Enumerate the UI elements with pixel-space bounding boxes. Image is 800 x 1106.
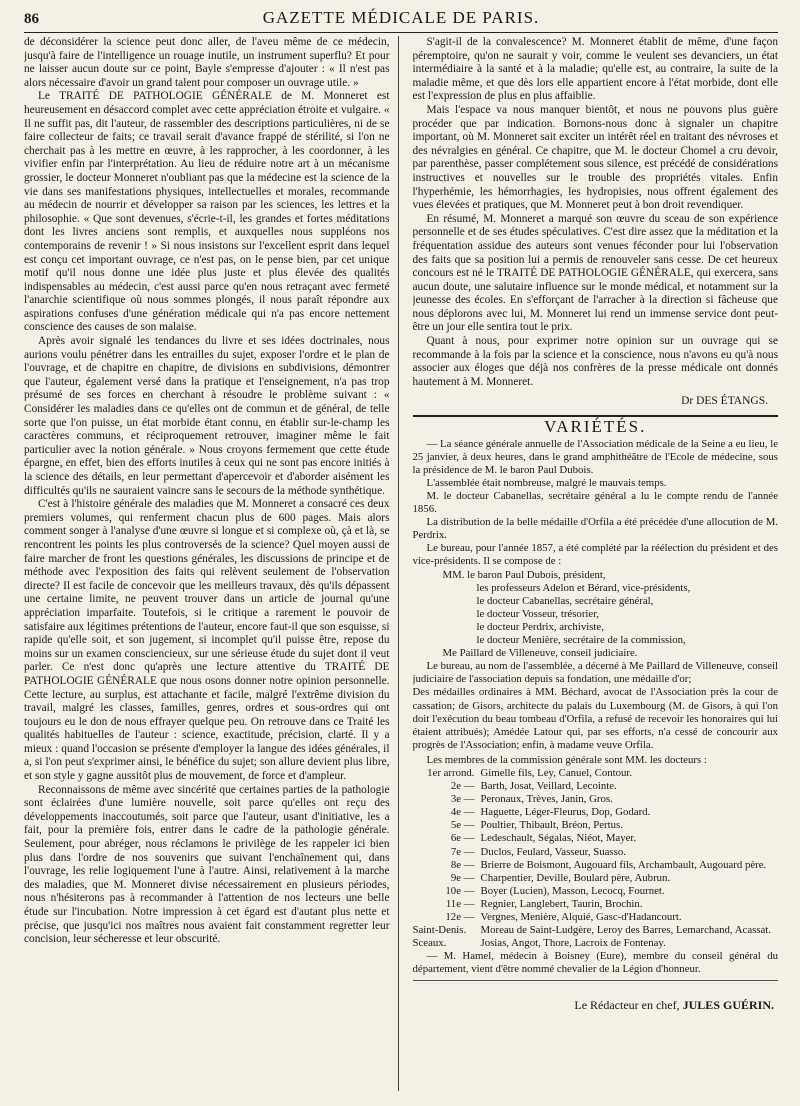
- right-column: [413, 36, 779, 1091]
- table-row: [413, 793, 779, 806]
- varietes-section: [413, 438, 779, 982]
- officer-line: le docteur Vosseur, trésorier,: [476, 607, 600, 620]
- header-rule: [24, 32, 778, 33]
- arrondissement-names: Duclos, Feulard, Vasseur, Suasso.: [480, 845, 626, 858]
- arrondissement-label: 12e —: [445, 911, 475, 923]
- table-row: [413, 924, 779, 937]
- table-row: [413, 911, 779, 924]
- closing-rule: [413, 980, 779, 981]
- table-row: [413, 937, 779, 950]
- arrondissement-names: Barth, Josat, Veillard, Lecointe.: [480, 780, 617, 793]
- arrondissement-label: 6e —: [450, 832, 475, 845]
- members-intro: Les membres de la commission générale sont MM. les docteurs :: [426, 753, 707, 766]
- left-paragraph-4: C'est à l'histoire générale des maladies que M. Monneret a consacré ces deux premiers volumes, qui renferment chacun plus de 600 pages. Mais alors comment songer à l'analyse d'une œuvre si longue et si complexe où, çà et là, se rencontrent les points les plus controversés de la science? Quel moyen aussi de faire marcher de front les questions générales, les discussions de principe et de méthode avec l'exposition des faits qui relèvent seulement de l'observation directe? Il est facile de concevoir que les meilleurs travaux, dès qu'ils dépassent une certaine limite, ne peuvent trouver dans un article de journal qu'une appréciation imparfaite. Toutefois, si le critique a rarement le pouvoir de satisfaire aux légitimes prétentions de l'auteur, encore faut-il que son esquisse, si rapide qu'elle soit, et son jugement, si incomplet qu'il puisse être, repose du moins sur un examen consciencieux, sur une sérieuse étude du sujet dont il veut parler. Ce n'est donc qu'après une lecture attentive du TRAITÉ DE PATHOLOGIE GÉNÉRALE que nous osons donner notre opinion personnelle. Cette lecture, au surplus, est attachante et facile, malgré l'extrême division du travail, malgré les classes, familles, genres, ordres et sous-ordres qui ont toujours eu le don de nous effrayer quelque peu. On retrouve dans ce Traité les qualités habituelles de l'auteur : science, exactitude, précision, clarté. Il y a mieux : quand l'occasion se présente d'employer la langue des idées générales, il a, si l'on peut s'exprimer ainsi, le bénéfice du sujet; son allure devient plus libre, et son style y gagne aussitôt plus de mouvement, de force et d'ampleur.: [24, 498, 390, 783]
- arrondissement-names: Moreau de Saint-Ludgère, Leroy des Barres, Lemarchand, Acassat.: [480, 924, 772, 937]
- left-column: [24, 36, 399, 1091]
- table-row: [413, 819, 779, 832]
- award-paragraph-2: Des médailles ordinaires à MM. Béchard, avocat de l'Association près la cour de cassation; de Gisors, architecte du palais du Luxembourg (M. de Gisors, à qui l'on doit l'exécution du beau tombeau d'Orfila, a refusé de recevoir les honoraires qui lui étaient attribués); Amédée Latour qui, par ses efforts, n'a cessé de concourir aux progrès de l'Association; enfin, à madame veuve Orfila.: [412, 686, 778, 751]
- arrondissement-names: Gimelle fils, Ley, Canuel, Contour.: [480, 766, 633, 779]
- table-row: [413, 780, 779, 793]
- table-row: [413, 859, 779, 872]
- officer-line: Me Paillard de Villeneuve, conseil judiciaire.: [442, 647, 638, 660]
- table-row: [413, 806, 779, 819]
- varietes-paragraph-1: — La séance générale annuelle de l'Association médicale de la Seine a eu lieu, le 25 janvier, à deux heures, dans le grand amphithéâtre de l'Ecole de médecine, sous la présidence de M. le baron Paul Dubois.: [412, 437, 778, 476]
- right-paragraph-4: Quant à nous, pour exprimer notre opinion sur un ouvrage qui se recommande à la fois par la science et la conscience, nous n'avons eu qu'à nous associer aux éloges que déjà nos confrères de la presse médicale ont donnés hautement à M. Monneret.: [412, 335, 778, 388]
- article-signature: Dr DES ÉTANGS.: [681, 395, 768, 408]
- arrondissement-label: 9e —: [450, 871, 475, 884]
- arrondissement-label: 8e —: [450, 858, 475, 871]
- arrondissement-label: Saint-Denis.: [412, 924, 467, 937]
- varietes-title: VARIÉTÉS.: [544, 417, 647, 437]
- arrondissement-names: Regnier, Langlebert, Taurin, Brochin.: [480, 897, 643, 910]
- arrondissement-names: Josias, Angot, Thore, Lacroix de Fontenay.: [480, 937, 666, 950]
- left-paragraph-5: Reconnaissons de même avec sincérité que certaines parties de la pathologie sont éclairées d'une lumière nouvelle, soit parce qu'elles ont reçu des développements inaccoutumés, soit parce que l'auteur, usant d'initiative, les a fait, pour la première fois, entrer dans le cadre de la pathologie générale. Seulement, pour abréger, nous réclamons le privilège de les rappeler ici bien plus dans l'ordre de nos souvenirs que suivant l'enchaînement qui, dans l'ouvrage, les relie logiquement l'une à l'autre. Ainsi, relativement à la marche des maladies, que M. Monneret divise nécessairement en plusieurs périodes, nous n'hésiterons pas à recommander à l'attention de nos lecteurs une belle étude sur l'incubation. Notre impression à cet égard est d'autant plus nette et précise, que jusqu'ici nos maîtres nous avaient fait constamment regretter leur concision, leur sécheresse et leur obscurité.: [24, 783, 390, 946]
- editor-label: Le Rédacteur en chef,: [574, 998, 680, 1013]
- varietes-paragraph-3: M. le docteur Cabanellas, secrétaire général a lu le compte rendu de l'année 1856.: [412, 490, 778, 516]
- officer-line: MM. le baron Paul Dubois, président,: [442, 568, 606, 581]
- editor-signature: [413, 999, 779, 1013]
- arrondissement-label: 4e —: [450, 806, 475, 819]
- arrondissement-names: Peronaux, Trèves, Janin, Gros.: [480, 793, 613, 806]
- table-row: [413, 767, 779, 780]
- arrondissement-names: Brierre de Boismont, Augouard fils, Archambault, Augouard père.: [480, 858, 767, 871]
- editor-name: JULES GUÉRIN.: [682, 998, 774, 1013]
- officer-line: le docteur Menière, secrétaire de la commission,: [476, 634, 686, 647]
- table-row: [413, 846, 779, 859]
- arrondissement-label: 5e —: [450, 819, 475, 832]
- arrondissement-names: Haguette, Léger-Fleurus, Dop, Godard.: [480, 806, 651, 819]
- arrondissement-label: 1er arrond.: [427, 766, 475, 779]
- arrondissement-names: Charpentier, Deville, Boulard père, Aubrun.: [480, 871, 671, 884]
- officers-list: [443, 569, 779, 661]
- arrondissement-label: 7e —: [450, 845, 475, 858]
- left-paragraph-2: Le TRAITÉ DE PATHOLOGIE GÉNÉRALE de M. Monneret est heureusement en désaccord complet avec cette appréciation étroite et vulgaire. « Il ne suffit pas, dit l'auteur, de rassembler des descriptions particulières, ni de se faire collecteur de faits; ce travail serait d'avance frappé de stérilité, si l'on ne cherchait pas à les mettre en œuvre, à les rapprocher, à les coordonner, à les vivifier enfin par l'interprétation. Au lieu de réduire notre art à un mécanisme grossier, le docteur Monneret n'oubliant pas que la médecine est la science de la vie dans ses manifestations physiques, intellectuelles et morales, recommande au médecin de nourrir et développer sa raison par les sciences, les lettres et la philosophie. « Que sont devenues, s'écrie-t-il, les grandes et fortes méditations dont les livres anciens sont remplis, et auxquelles nous suppléons nos contemporains de revenir ! » Si nous insistons sur l'excellent esprit dans lequel est conçu cet important ouvrage, ce n'est pas, on le pense bien, par cet unique motif qu'il nous donne une idée plus juste et plus élevée des qualités indispensables au médecin, c'est aussi parce qu'en nous retraçant avec fermeté l'anarchie scientifique où nous sommes plongés, il nous paraît répondre aux aspirations confuses d'une génération médicale qui n'a pas encore nettement conscience des causes de son malaise.: [24, 90, 390, 334]
- right-paragraph-2: Mais l'espace va nous manquer bientôt, et nous ne pouvons plus guère procéder que par indication. Bornons-nous donc à signaler un chapitre important, où M. Monneret sait exciter un intérêt réel en traitant des névroses et des névralgies en général. Ce chapitre, que M. le docteur Chomel a cru devoir, par parenthèse, passer complétement sous silence, est précédé de considérations instructives et nouvelles sur le trouble des propriétés vitales. Enfin l'hyperhémie, les hémorrhagies, les hydropisies, nous offrent également des vues élevées et pratiques, que M. Monneret peut à bon droit revendiquer.: [412, 103, 778, 212]
- arrondissement-label: 11e —: [445, 897, 475, 910]
- arrondissement-table: [413, 767, 779, 950]
- varietes-paragraph-2: L'assemblée était nombreuse, malgré le mauvais temps.: [426, 476, 667, 489]
- officer-line: le docteur Perdrix, archiviste,: [476, 620, 604, 633]
- arrondissement-names: Boyer (Lucien), Masson, Lecocq, Fournet.: [480, 884, 665, 897]
- right-paragraph-3: En résumé, M. Monneret a marqué son œuvre du sceau de son expérience personnelle et de ses études spéculatives. C'est dire assez que la méditation et la fréquentation assidue des auteurs sont venues féconder pour lui l'observation des faits que sa position lui a permis de renouveler sans cesse. De cet heureux concours est né le TRAITÉ DE PATHOLOGIE GÉNÉRALE, qui exercera, sans aucun doute, une salutaire influence sur le monde médical, et notamment sur la jeunesse des écoles. En s'efforçant de l'arracher à la direction si fâcheuse que nous déplorons avec lui, M. Monneret lui rend un immense service dont peut-être un jour elle sentira tout le prix.: [412, 212, 778, 334]
- table-row: [413, 898, 779, 911]
- award-paragraph-1: Le bureau, au nom de l'assemblée, a décerné à Me Paillard de Villeneuve, conseil judiciaire de l'association depuis sa fondation, une médaille d'or;: [412, 660, 778, 686]
- arrondissement-label: 10e —: [445, 884, 475, 897]
- arrondissement-label: 2e —: [450, 780, 475, 793]
- arrondissement-label: 3e —: [450, 793, 475, 806]
- varietes-paragraph-4: La distribution de la belle médaille d'Orfila a été précédée d'une allocution de M. Perdrix.: [412, 516, 778, 542]
- arrondissement-names: Vergnes, Menière, Alquié, Gasc-d'Hadancourt.: [480, 911, 682, 923]
- left-paragraph-3: Après avoir signalé les tendances du livre et ses idées doctrinales, nous aurions voulu pénétrer dans les entrailles du sujet, exposer l'ordre et le plan de l'ouvrage, et de chapitre en chapitre, de divisions en subdivisions, démontrer que l'auteur, également versé dans la pratique et l'enseignement, n'a pas trop présumé de ses forces en cherchant à résoudre le problème suivant : « Considérer les maladies dans ce qu'elles ont de commun et de général, de telle sorte que l'on puisse, un état morbide étant connu, en établir sur-le-champ les caractères communs, et réciproquement retrouver, imaginer même le fait particulier avec la notion générale. » Nous croyons fermement que cette étude épargne, en effet, bien des efforts inutiles à ceux qui ne sont pas encore initiés à la science des détails, en leur permettant d'apercevoir et d'aborder aisément les difficultés qu'ils ne sauraient vaincre sans le secours de la méthode synthétique.: [24, 335, 390, 497]
- table-row: [413, 872, 779, 885]
- officer-line: les professeurs Adelon et Bérard, vice-présidents,: [476, 581, 691, 594]
- page-number: 86: [24, 11, 39, 27]
- page-header: [24, 8, 778, 32]
- arrondissement-label: Sceaux.: [412, 937, 447, 950]
- right-paragraph-1: S'agit-il de la convalescence? M. Monneret établit de même, d'une façon péremptoire, qu'on ne saurait y voir, comme le veulent ses devanciers, un état intermédiaire à la santé et à la maladie; qu'elle est, au contraire, la suite de la maladie même, et que dès lors elle appartient encore à l'état morbide, dont elle est l'expression de plus en plus affaiblie.: [412, 36, 778, 103]
- left-paragraph-1: de déconsidérer la science peut donc aller, de l'aveu même de ce médecin, jusqu'à faire de l'intelligence un rouage inutile, un instrument superflu? Et pour ne laisser aucun doute sur ce point, Bayle s'empresse d'ajouter : « Il n'est pas alors nécessaire d'avoir un grand talent pour composer un ouvrage utile. »: [24, 36, 390, 89]
- arrondissement-names: Poultier, Thibault, Bréon, Pertus.: [480, 819, 623, 832]
- table-row: [413, 832, 779, 845]
- two-column-body: [24, 36, 778, 1091]
- arrondissement-names: Ledeschault, Ségalas, Niéot, Mayer.: [480, 832, 637, 845]
- table-row: [413, 885, 779, 898]
- varietes-paragraph-5: Le bureau, pour l'année 1857, a été complété par la réélection du président et des vice-présidents. Il se compose de :: [412, 542, 778, 568]
- journal-title: GAZETTE MÉDICALE DE PARIS.: [262, 8, 540, 27]
- officer-line: le docteur Cabanellas, secrétaire général,: [476, 594, 654, 607]
- hamel-note: — M. Hamel, médecin à Boisney (Eure), membre du conseil général du département, vient d'être nommé chevalier de la Légion d'honneur.: [412, 950, 778, 976]
